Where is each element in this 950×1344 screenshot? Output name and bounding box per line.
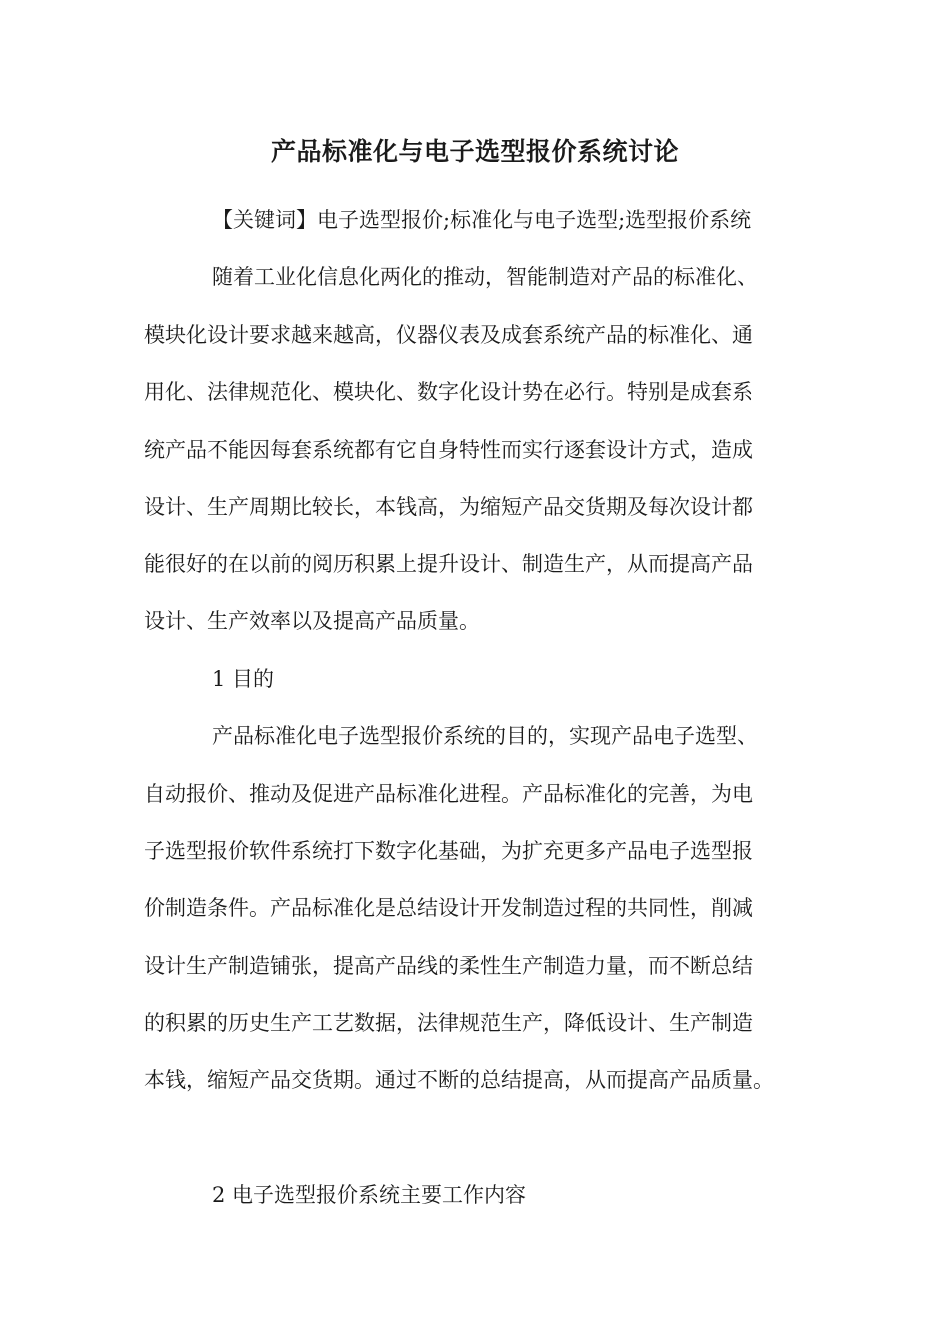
paragraph-line: 设计生产制造铺张，提高产品线的柔性生产制造力量，而不断总结 <box>144 954 753 978</box>
paragraph-line: 模块化设计要求越来越高，仪器仪表及成套系统产品的标准化、通 <box>144 323 753 347</box>
paragraph-line: 子选型报价软件系统打下数字化基础，为扩充更多产品电子选型报 <box>144 839 753 863</box>
paragraph-line: 的积累的历史生产工艺数据，法律规范生产，降低设计、生产制造 <box>144 1011 753 1035</box>
paragraph-line: 设计、生产效率以及提高产品质量。 <box>144 609 480 633</box>
paragraph-line: 本钱，缩短产品交货期。通过不断的总结提高，从而提高产品质量。 <box>144 1068 774 1092</box>
paragraph-line: 统产品不能因每套系统都有它自身特性而实行逐套设计方式，造成 <box>144 438 753 462</box>
paragraph-line: 设计、生产周期比较长，本钱高，为缩短产品交货期及每次设计都 <box>144 495 753 519</box>
paragraph-line: 能很好的在以前的阅历积累上提升设计、制造生产，从而提高产品 <box>144 552 753 576</box>
document-title: 产品标准化与电子选型报价系统讨论 <box>270 137 679 166</box>
paragraph-line: 产品标准化电子选型报价系统的目的，实现产品电子选型、 <box>212 724 758 748</box>
section-heading: 2 电子选型报价系统主要工作内容 <box>212 1183 527 1207</box>
paragraph-line: 用化、法律规范化、模块化、数字化设计势在必行。特别是成套系 <box>144 380 753 404</box>
keywords-line: 【关键词】电子选型报价;标准化与电子选型;选型报价系统 <box>212 208 752 232</box>
paragraph-line: 自动报价、推动及促进产品标准化进程。产品标准化的完善，为电 <box>144 782 753 806</box>
paragraph-line: 随着工业化信息化两化的推动，智能制造对产品的标准化、 <box>212 265 758 289</box>
section-heading: 1 目的 <box>212 667 275 691</box>
paragraph-line: 价制造条件。产品标准化是总结设计开发制造过程的共同性，削减 <box>144 896 753 920</box>
